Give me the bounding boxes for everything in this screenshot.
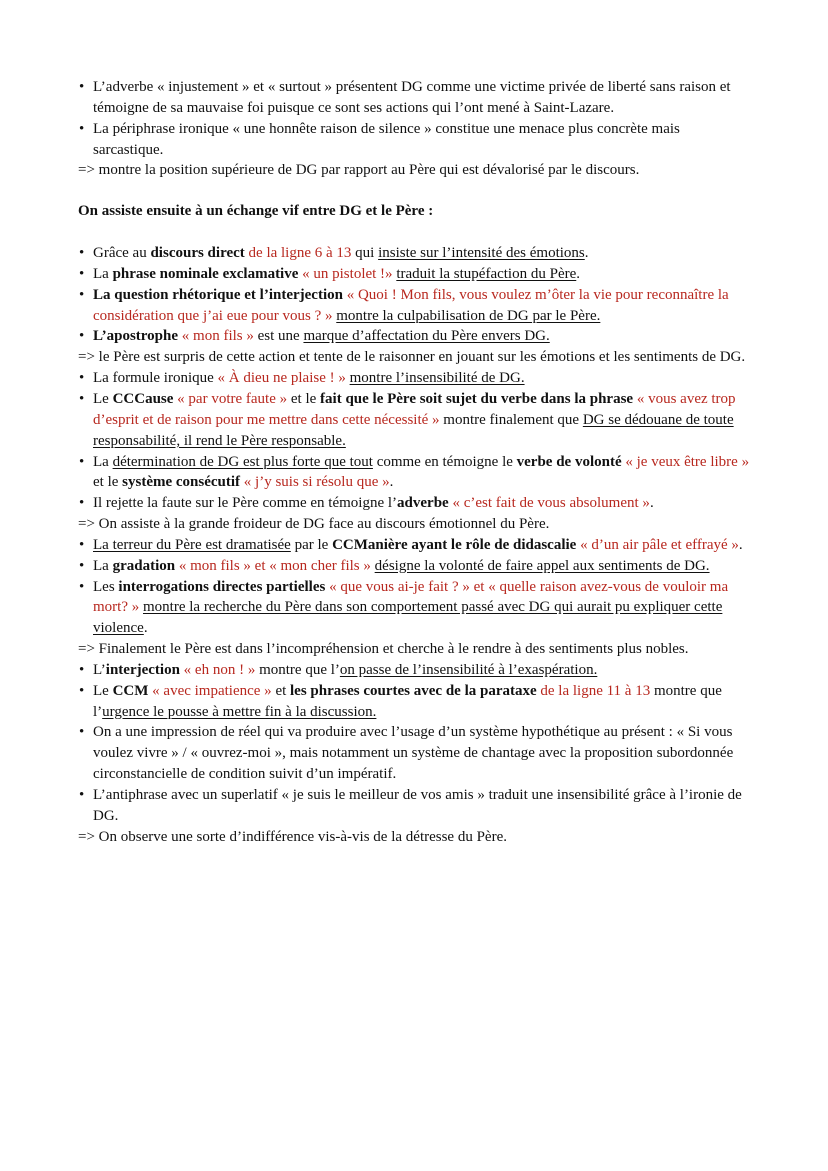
conclusion-3: => On assiste à la grande froideur de DG face au discours émotionnel du Père.	[78, 516, 550, 533]
term-bold: CCM	[112, 682, 149, 699]
quoted-text: « c’est fait de vous absolument »	[452, 495, 650, 512]
term-bold: fait que le Père soit sujet du verbe dans la phrase	[320, 390, 634, 407]
text-segment: par le	[290, 536, 333, 553]
text-segment: Grâce au	[93, 245, 151, 262]
conclusion-2: => le Père est surpris de cette action et tente de le raisonner en jouant sur les émotions et les sentiments de DG.	[78, 349, 746, 366]
text-segment: comme en témoigne le	[372, 453, 517, 470]
bullet-item	[78, 285, 750, 327]
text-segment: La	[93, 557, 113, 574]
document-page	[78, 77, 750, 848]
text-segment: .	[389, 474, 394, 491]
bullet-item	[78, 77, 750, 119]
bullet-item	[78, 452, 750, 494]
text-segment: Le	[93, 390, 113, 407]
text-segment: La	[93, 265, 113, 282]
term-bold: système consécutif	[122, 474, 241, 491]
term-bold: interjection	[105, 661, 180, 678]
quoted-text: « avec impatience »	[152, 682, 272, 699]
text-segment: montre finalement que	[439, 411, 583, 428]
analysis-underline: détermination de DG est plus forte que tout	[112, 453, 373, 470]
text-segment: L’	[93, 661, 106, 678]
conclusion-5: => On observe une sorte d’indifférence vis-à-vis de la détresse du Père.	[78, 828, 507, 845]
analysis-underline: urgence le pousse à mettre fin à la discussion.	[102, 703, 377, 720]
text-segment: .	[576, 265, 581, 282]
bullet-item	[78, 389, 750, 452]
text-segment: est une	[253, 328, 304, 345]
text-segment: et le	[287, 390, 321, 407]
conclusion-4: => Finalement le Père est dans l’incompréhension et cherche à le rendre à des sentiments plus nobles.	[78, 641, 689, 658]
bullet-group-4	[78, 660, 750, 827]
quoted-text: « À dieu ne plaise ! »	[217, 370, 346, 387]
bullet-item	[78, 577, 750, 640]
bullet-item	[78, 535, 750, 556]
text-segment: .	[649, 495, 654, 512]
term-bold: La question rhétorique et l’interjection	[93, 286, 343, 303]
bullet-item	[78, 326, 750, 347]
text-segment: Le	[93, 682, 113, 699]
bullet-item	[78, 264, 750, 285]
text-segment: .	[584, 245, 589, 262]
bullet-item	[78, 493, 750, 514]
analysis-underline: traduit la stupéfaction du Père	[396, 265, 577, 282]
quoted-text: « j’y suis si résolu que »	[243, 474, 390, 491]
intro-list	[78, 77, 750, 160]
term-bold: CCManière ayant le rôle de didascalie	[332, 536, 577, 553]
term-bold: discours direct	[150, 245, 245, 262]
bullet-group-3	[78, 535, 750, 639]
bullet-item	[78, 556, 750, 577]
analysis-underline: montre la culpabilisation de DG par le Père.	[336, 307, 601, 324]
bullet-item	[78, 722, 750, 785]
term-bold: L’apostrophe	[93, 328, 179, 345]
quoted-text: « eh non ! »	[183, 661, 256, 678]
text-segment: L’adverbe « injustement » et « surtout » présentent DG comme une victime privée de liberté sans raison et témoigne de sa mauvaise foi puisque ce sont ses actions qui l’ont mené à Saint-Lazare.	[93, 79, 731, 116]
quoted-text: de la ligne 11 à 13	[540, 682, 651, 699]
analysis-underline: DG se dédouane de toute responsabilité, il rend le Père responsable.	[93, 411, 734, 449]
text-segment: La	[93, 453, 113, 470]
quoted-text: « mon fils » et « mon cher fils »	[178, 557, 371, 574]
term-bold: verbe de volonté	[516, 453, 622, 470]
analysis-underline: on passe de l’insensibilité à l’exaspération.	[339, 661, 598, 678]
bullet-item	[78, 681, 750, 723]
text-segment: et	[271, 682, 291, 699]
analysis-underline: La terreur du Père est dramatisée	[93, 536, 291, 553]
text-segment: Les	[93, 578, 119, 595]
text-segment: On a une impression de réel qui va produire avec l’usage d’un système hypothétique au présent : « Si vous voulez vivre » / « ouvrez-moi », mais notamment un système de chantage avec la proposition subordonnée circonstancielle de condition suivit d’un impératif.	[93, 724, 734, 783]
text-segment: .	[738, 536, 743, 553]
term-bold: les phrases courtes avec de la parataxe	[290, 682, 537, 699]
term-bold: adverbe	[397, 495, 449, 512]
quoted-text: « je veux être libre »	[625, 453, 750, 470]
bullet-item	[78, 785, 750, 827]
bullet-item	[78, 660, 750, 681]
quoted-text: « Quoi ! Mon fils, vous voulez m’ôter la vie pour reconnaître la considération que j’ai eue pour vous ? »	[93, 286, 729, 324]
text-segment: montre que l’	[93, 682, 722, 720]
text-segment: .	[143, 620, 148, 637]
term-bold: phrase nominale exclamative	[112, 265, 299, 282]
conclusion-1: => montre la position supérieure de DG par rapport au Père qui est dévalorisé par le discours.	[78, 162, 640, 179]
term-bold: CCCause	[112, 390, 174, 407]
quoted-text: de la ligne 6 à 13	[248, 245, 352, 262]
term-bold: interrogations directes partielles	[118, 578, 326, 595]
bullet-item	[78, 119, 750, 161]
bullet-item	[78, 368, 750, 389]
quoted-text: « par votre faute »	[177, 390, 288, 407]
analysis-underline: montre l’insensibilité de DG.	[349, 370, 525, 387]
quoted-text: « que vous ai-je fait ? » et « quelle raison avez-vous de vouloir ma mort? »	[93, 578, 729, 616]
section-heading: On assiste ensuite à un échange vif entre DG et le Père :	[78, 203, 434, 220]
quoted-text: « mon fils »	[181, 328, 254, 345]
text-segment: L’antiphrase avec un superlatif « je suis le meilleur de vos amis » traduit une insensibilité grâce à l’ironie de DG.	[93, 787, 742, 824]
analysis-underline: désigne la volonté de faire appel aux sentiments de DG.	[374, 557, 710, 574]
bullet-group-1	[78, 243, 750, 347]
text-segment: Il rejette la faute sur le Père comme en témoigne l’	[93, 495, 398, 512]
text-segment: qui	[351, 245, 379, 262]
text-segment: et le	[93, 474, 123, 491]
analysis-underline: insiste sur l’intensité des émotions	[378, 245, 585, 262]
text-segment: La formule ironique	[93, 370, 218, 387]
quoted-text: « un pistolet !»	[302, 265, 393, 282]
term-bold: gradation	[112, 557, 176, 574]
text-segment: montre que l’	[255, 661, 340, 678]
analysis-underline: marque d’affectation du Père envers DG.	[303, 328, 550, 345]
text-segment: La périphrase ironique « une honnête raison de silence » constitue une menace plus concrète mais sarcastique.	[93, 120, 680, 158]
quoted-text: « vous avez trop d’esprit et de raison pour me mettre dans cette nécessité »	[93, 390, 736, 428]
bullet-item	[78, 243, 750, 264]
quoted-text: « d’un air pâle et effrayé »	[580, 536, 739, 553]
analysis-underline: montre la recherche du Père dans son comportement passé avec DG qui aurait pu expliquer cette violence	[93, 599, 723, 637]
bullet-group-2	[78, 368, 750, 514]
